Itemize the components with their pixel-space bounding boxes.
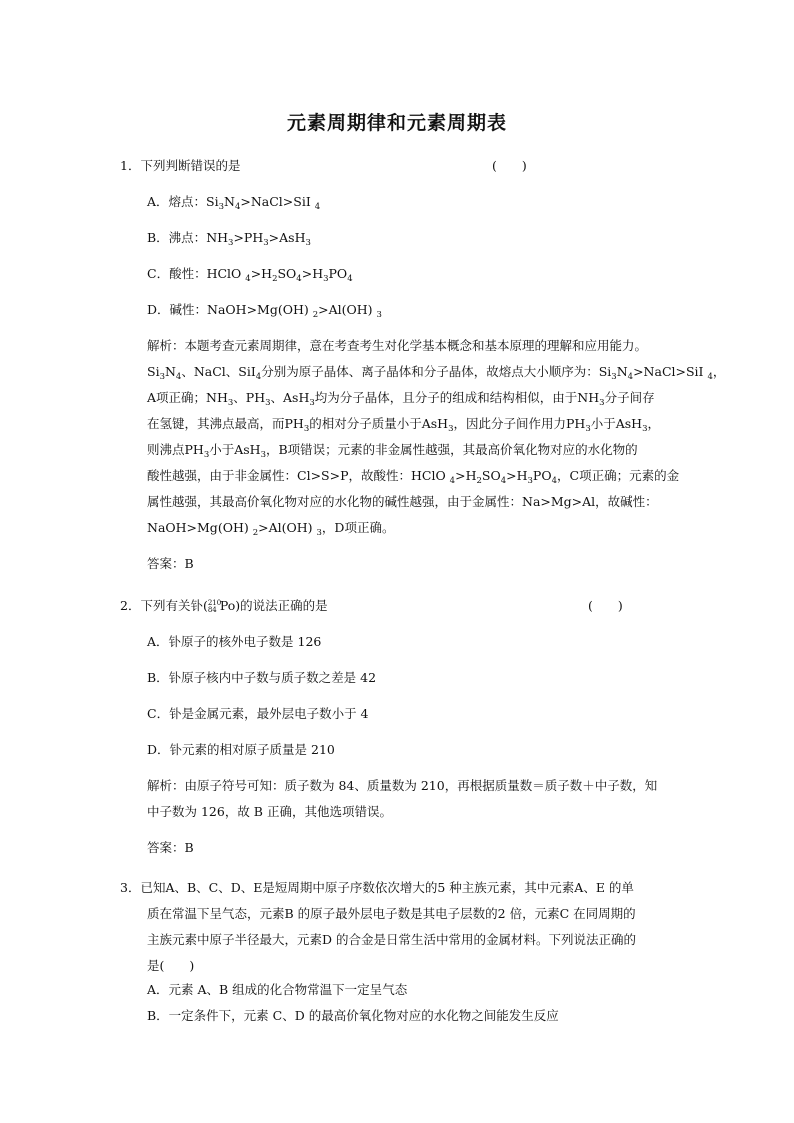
analysis-line: 解析：本题考查元素周期律，意在考查考生对化学基本概念和基本原理的理解和应用能力。 [147,338,648,353]
option-label: C．酸性： [147,266,207,281]
question-text-line: 是( ) [147,958,195,973]
question-1-stem [120,157,240,175]
analysis-line: 中子数为 126，故 B 正确，其他选项错误。 [147,804,392,819]
option-b: B．沸点：$NH_3>PH_3>AsH_3$ [147,230,311,248]
answer-blank: ( ) [588,598,623,613]
nuclide-symbol: 210 84 Po [207,598,236,614]
analysis-line: 属性越强，其最高价氧化物对应的水化物的碱性越强，由于金属性：Na>Mg>Al，故碱性： [147,494,658,509]
analysis-line: A项正确；$NH_3$、$PH_3$、AsH$_3$均为分子晶体，且分子的组成和结构相似，由于$NH_3$分子间存 [147,390,655,408]
option-label: B．沸点： [147,230,207,245]
option-c: C．酸性：HClO $_4>H_2SO_4>H_3PO_4$ [147,266,353,284]
question-3-stem: 3．已知A、B、C、D、E是短周期中原子序数依次增大的5 种主族元素，其中元素A、E 的单 [120,880,634,895]
answer-line: 答案：B [147,840,194,855]
question-number: 1． [120,158,141,173]
question-text-line: 主族元素中原子半径最大，元素D 的合金是日常生活中常用的金属材料。下列说法正确的 [147,932,636,947]
option-label: D．碱性： [147,302,208,317]
page-title: 元素周期律和元素周期表 [286,112,507,134]
question-text-line: 质在常温下呈气态，元素B 的原子最外层电子数是其电子层数的2 倍，元素C 在同周期的 [147,906,636,921]
analysis-line: 则沸点$PH_3$小于AsH$_3$，B项错误；元素的非金属性越强，其最高价氧化物对应的水化物的 [147,442,638,460]
option-label: A．熔点： [147,194,207,209]
analysis-line: 酸性越强，由于非金属性：Cl>S>P，故酸性：HClO $_4>H_2SO_4>H_3PO_4$，C项正确；元素的金 [147,468,680,486]
analysis-line: 在氢键，其沸点最高，而$PH_3$的相对分子质量小于AsH$_3$，因此分子间作用力$PH_3$小于AsH$_3$， [147,416,661,434]
question-text: 下列判断错误的是 [140,158,241,173]
option-b: B．钋原子核内中子数与质子数之差是 42 [147,670,377,685]
option-d: D．钋元素的相对原子质量是 210 [147,742,335,757]
option-b: B．一定条件下，元素 C、D 的最高价氧化物对应的水化物之间能发生反应 [147,1008,559,1023]
option-a: A．元素 A、B 组成的化合物常温下一定呈气态 [147,982,408,997]
answer-blank: ( ) [492,158,527,173]
analysis-line: NaOH>Mg(OH) $_2$>Al(OH) $_3$，D项正确。 [147,520,395,538]
answer-line: 答案：B [147,556,194,571]
option-a: A．钋原子的核外电子数是 126 [147,634,322,649]
question-2-stem: 2．下列有关钋( 210 84 Po)的说法正确的是 [120,598,328,614]
option-d: D．碱性：NaOH>Mg(OH) $_2$>Al(OH) $_3$ [147,302,382,320]
option-c: C．钋是金属元素，最外层电子数小于 4 [147,706,369,721]
analysis-line: $Si_3N_4$、NaCl、SiI$_4$分别为原子晶体、离子晶体和分子晶体，故熔点大小顺序为：$Si_3N_4>NaCl>SiI$ $_4$， [147,364,726,382]
option-a: A．熔点：$Si_3N_4>NaCl>SiI$ $_4$ [147,194,321,212]
question-number: 3． [120,880,141,895]
question-number: 2． [120,598,141,613]
analysis-line: 解析：由原子符号可知：质子数为 84、质量数为 210，再根据质量数＝质子数＋中子数，知 [147,778,658,793]
